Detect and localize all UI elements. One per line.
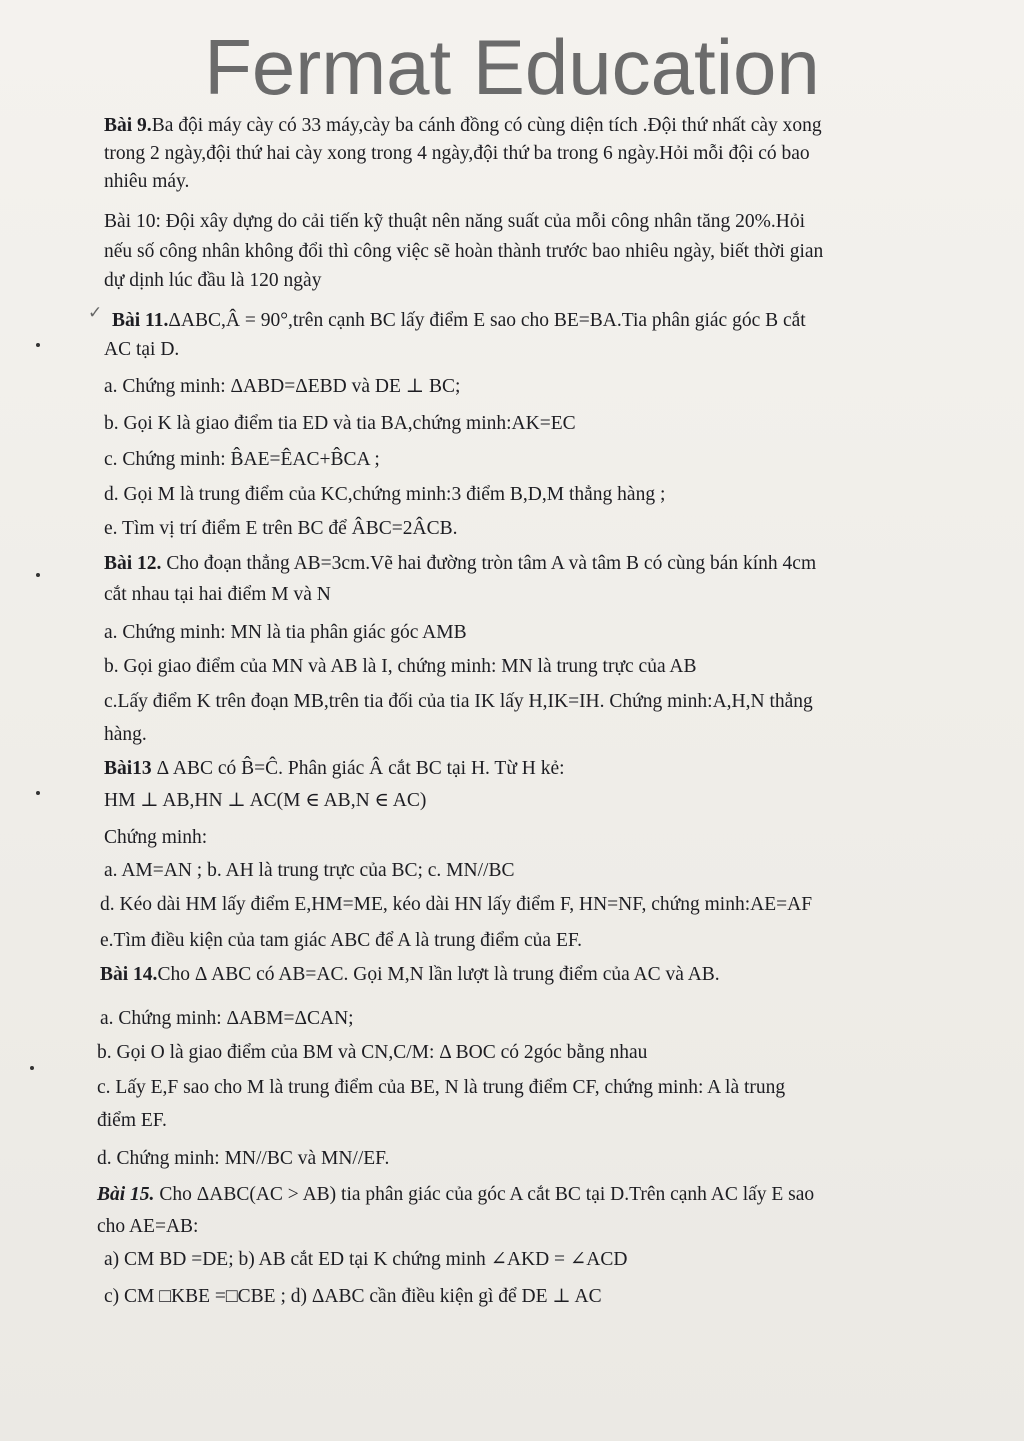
- check-mark-icon: ✓: [88, 303, 103, 323]
- margin-dot-icon: [36, 791, 40, 795]
- text-line: cắt nhau tại hai điểm M và N: [104, 584, 331, 605]
- text-line: a. Chứng minh: MN là tia phân giác góc AMB: [104, 622, 467, 643]
- text-line: c) CM □KBE =□CBE ; d) ΔABC cần điều kiện gì để DE ⊥ AC: [104, 1286, 602, 1307]
- text-line: b. Gọi O là giao điểm của BM và CN,C/M: Δ BOC có 2góc bằng nhau: [97, 1042, 648, 1063]
- margin-dot-icon: [36, 343, 40, 347]
- text-line: AC tại D.: [104, 339, 180, 360]
- text-line: điểm EF.: [97, 1110, 167, 1131]
- text-line: a. AM=AN ; b. AH là trung trực của BC; c. MN//BC: [104, 860, 515, 881]
- text-line: trong 2 ngày,đội thứ hai cày xong trong 4 ngày,đội thứ ba trong 6 ngày.Hỏi mỗi đội có bao: [104, 143, 810, 164]
- text-line: c. Lấy E,F sao cho M là trung điểm của BE, N là trung điểm CF, chứng minh: A là trung: [97, 1077, 786, 1098]
- text-line: b. Gọi giao điểm của MN và AB là I, chứng minh: MN là trung trực của AB: [104, 656, 697, 677]
- text-line: d. Gọi M là trung điểm của KC,chứng minh:3 điểm B,D,M thẳng hàng ;: [104, 484, 666, 505]
- text-line: d. Chứng minh: MN//BC và MN//EF.: [97, 1148, 390, 1169]
- text-line: Bài 15. Cho ΔABC(AC > AB) tia phân giác của góc A cắt BC tại D.Trên cạnh AC lấy E sao: [97, 1184, 815, 1205]
- text-line: dự dịnh lúc đầu là 120 ngày: [104, 270, 322, 291]
- text-line: c.Lấy điểm K trên đoạn MB,trên tia đối của tia IK lấy H,IK=IH. Chứng minh:A,H,N thẳng: [104, 691, 813, 712]
- text-line: nhiêu máy.: [104, 171, 190, 192]
- margin-dot-icon: [30, 1066, 34, 1070]
- margin-dot-icon: [36, 573, 40, 577]
- text-line: b. Gọi K là giao điểm tia ED và tia BA,chứng minh:AK=EC: [104, 413, 576, 434]
- page-title: Fermat Education: [204, 23, 820, 111]
- text-line: a) CM BD =DE; b) AB cắt ED tại K chứng minh ∠AKD = ∠ACD: [104, 1249, 628, 1270]
- text-line: Bài 9.Ba đội máy cày có 33 máy,cày ba cánh đồng có cùng diện tích .Đội thứ nhất cày xong: [104, 115, 822, 136]
- text-line: Bài 10: Đội xây dựng do cải tiến kỹ thuật nên năng suất của mỗi công nhân tăng 20%.Hỏi: [104, 211, 806, 232]
- text-line: nếu số công nhân không đổi thì công việc sẽ hoàn thành trước bao nhiêu ngày, biết thời gian: [104, 241, 824, 262]
- text-line: Bài13 Δ ABC có B̂=Ĉ. Phân giác Â cắt BC tại H. Từ H kẻ:: [104, 758, 565, 779]
- text-line: d. Kéo dài HM lấy điểm E,HM=ME, kéo dài HN lấy điểm F, HN=NF, chứng minh:AE=AF: [100, 894, 813, 915]
- text-line: a. Chứng minh: ΔABD=ΔEBD và DE ⊥ BC;: [104, 376, 461, 397]
- text-line: e. Tìm vị trí điểm E trên BC để ÂBC=2ÂCB.: [104, 518, 458, 539]
- text-line: Bài 14.Cho Δ ABC có AB=AC. Gọi M,N lần lượt là trung điểm của AC và AB.: [100, 964, 720, 985]
- text-line: hàng.: [104, 724, 147, 745]
- text-line: Bài 11.ΔABC,Â = 90°,trên cạnh BC lấy điểm E sao cho BE=BA.Tia phân giác góc B cắt: [112, 310, 806, 331]
- text-line: e.Tìm điều kiện của tam giác ABC để A là trung điểm của EF.: [100, 930, 583, 951]
- text-line: Chứng minh:: [104, 827, 208, 848]
- text-line: a. Chứng minh: ΔABM=ΔCAN;: [100, 1008, 354, 1029]
- text-line: cho AE=AB:: [97, 1216, 199, 1237]
- text-line: c. Chứng minh: B̂AE=ÊAC+B̂CA ;: [104, 449, 380, 470]
- text-line: HM ⊥ AB,HN ⊥ AC(M ∈ AB,N ∈ AC): [104, 790, 427, 811]
- text-line: Bài 12. Cho đoạn thẳng AB=3cm.Vẽ hai đường tròn tâm A và tâm B có cùng bán kính 4cm: [104, 553, 817, 574]
